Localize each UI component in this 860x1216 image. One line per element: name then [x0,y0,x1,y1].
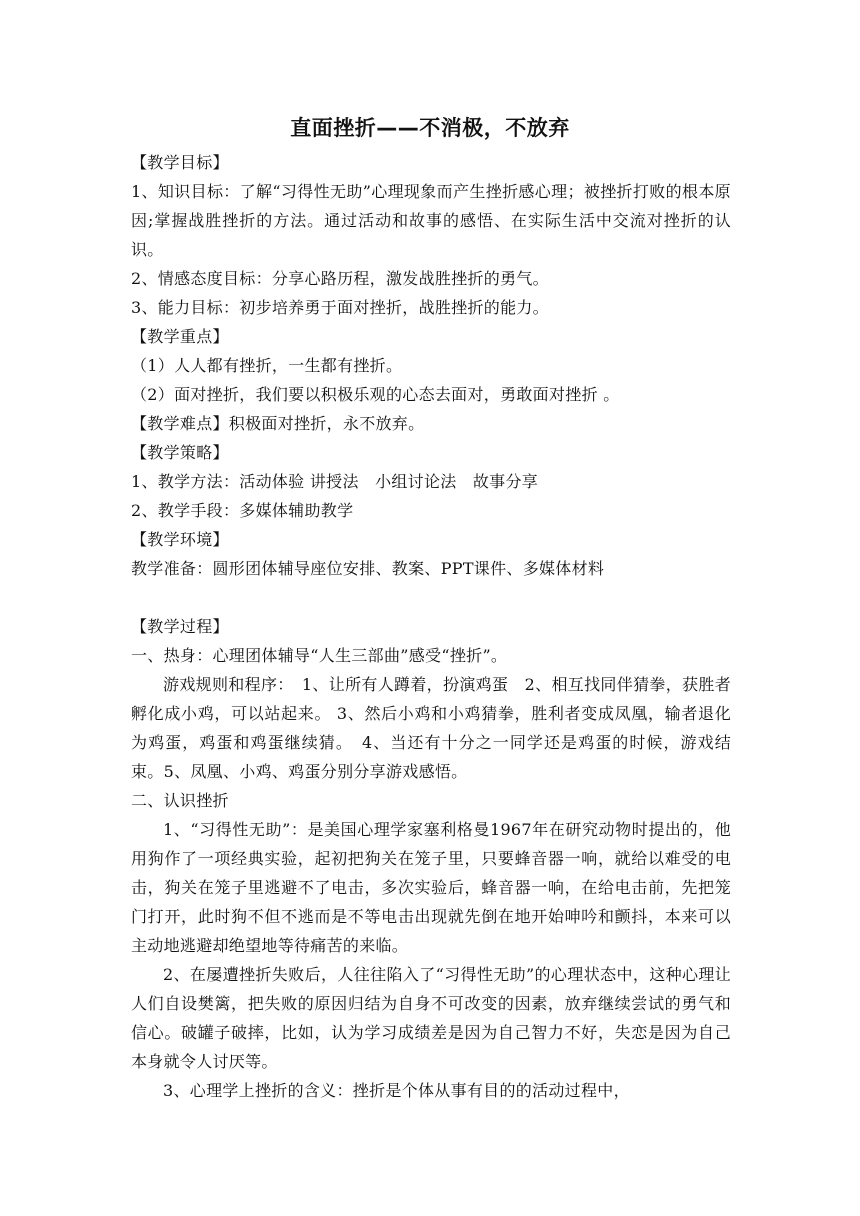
paragraph-ability-goal: 3、能力目标：初步培养勇于面对挫折，战胜挫折的能力。 [131,298,549,317]
page-title: 直面挫折——不消极，不放弃 [290,116,570,140]
paragraph-knowledge-goal: 1、知识目标：了解“习得性无助”心理现象而产生挫折感心理；被挫折打败的根本原因;掌握战胜挫折的方法。通过活动和故事的感悟、在实际生活中交流对挫折的认识。 [131,182,731,259]
paragraph-learned-helplessness: 1、“习得性无助”：是美国心理学家塞利格曼1967年在研究动物时提出的，他用狗作了一项经典实验，起初把狗关在笼子里，只要蜂音器一响，就给以难受的电击，狗关在笼子里逃避不了电击，多次实验后，蜂音器一响，在给电击前，先把笼门打开，此时狗不但不逃而是不等电击出现就先倒在地开始呻吟和颤抖，本来可以主动地逃避却绝望地等待痛苦的来临。 [131,820,731,955]
section-heading-understand: 二、认识挫折 [131,791,229,810]
paragraph-teaching-means: 2、教学手段：多媒体辅助教学 [131,501,354,520]
section-heading-objectives: 【教学目标】 [131,153,229,172]
paragraph-frustration-definition: 3、心理学上挫折的含义：挫折是个体从事有目的的活动过程中， [163,1081,630,1100]
section-heading-key-points: 【教学重点】 [131,327,229,346]
paragraph-preparation: 教学准备：圆形团体辅导座位安排、教案、PPT课件、多媒体材料 [131,559,605,578]
section-heading-difficulty: 【教学难点】积极面对挫折，永不放弃。 [131,414,425,433]
paragraph-repeated-failure: 2、在屡遭挫折失败后，人往往陷入了“习得性无助”的心理状态中，这种心理让人们自设樊篱，把失败的原因归结为自身不可改变的因素，放弃继续尝试的勇气和信心。破罐子破摔，比如，认为学习成绩差是因为自己智力不好，失恋是因为自己本身就令人讨厌等。 [131,965,731,1071]
section-heading-environment: 【教学环境】 [131,530,229,549]
paragraph-warmup: 一、热身：心理团体辅导“人生三部曲”感受“挫折”。 [131,646,508,665]
section-heading-process: 【教学过程】 [131,617,229,636]
paragraph-teaching-methods: 1、教学方法：活动体验 讲授法 小组讨论法 故事分享 [131,472,539,491]
paragraph-game-rules: 游戏规则和程序： 1、让所有人蹲着，扮演鸡蛋 2、相互找同伴猜拳，获胜者孵化成小鸡，可以站起来。 3、然后小鸡和小鸡猜拳，胜利者变成凤凰，输者退化为鸡蛋，鸡蛋和鸡蛋继续猜。 4、当还有十分之一同学还是鸡蛋的时候，游戏结束。5、凤凰、小鸡、鸡蛋分别分享游戏感悟。 [131,675,731,781]
document-body [131,148,731,1105]
paragraph-key-point-2: （2）面对挫折，我们要以积极乐观的心态去面对，勇敢面对挫折 。 [131,385,620,404]
paragraph-emotion-goal: 2、情感态度目标：分享心路历程，激发战胜挫折的勇气。 [131,269,549,288]
section-heading-strategy: 【教学策略】 [131,443,229,462]
blank-line [131,583,731,612]
paragraph-key-point-1: （1）人人都有挫折，一生都有挫折。 [131,356,403,375]
